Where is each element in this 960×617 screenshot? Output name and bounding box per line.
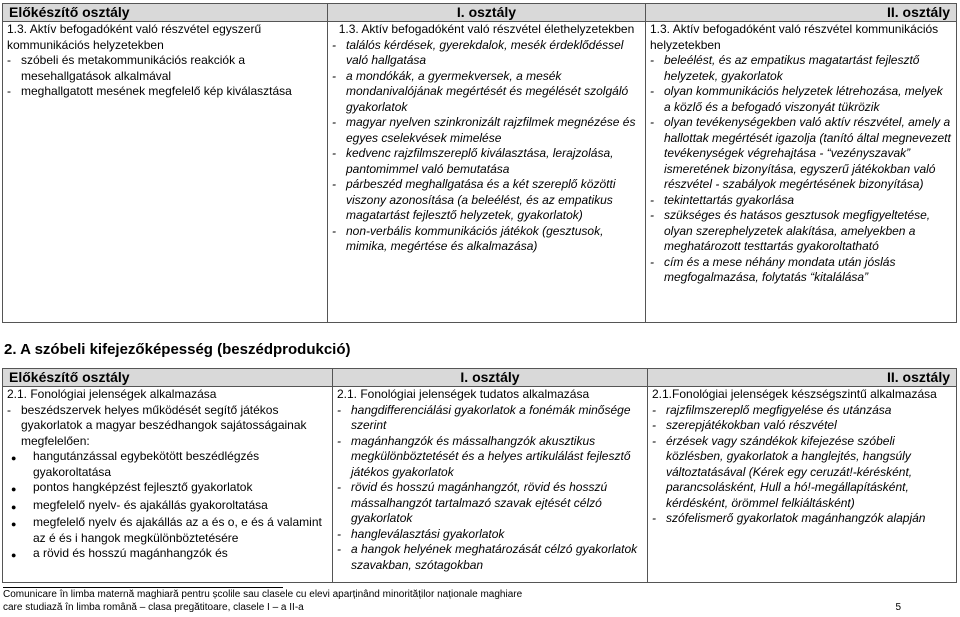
header-grade-2: II. osztály xyxy=(646,4,957,22)
header-grade-1: I. osztály xyxy=(328,4,646,22)
cell-title: 1.3. Aktív befogadóként való részvétel egyszerű kommunikációs helyzetekben xyxy=(7,22,262,52)
list-item: - magyar nyelven szinkronizált rajzfilmek megnézése és egyes cselekvések mimelése xyxy=(332,115,636,145)
list-item: - találós kérdések, gyerekdalok, mesék érdeklődéssel való hallgatása xyxy=(332,37,624,67)
table-2-content-row xyxy=(3,387,957,583)
list-item: - szükséges és hatásos gesztusok megfigyeltetése, olyan szerephelyzetek alakítása, amelyekben a meghatározott testtartás gyakoroltatható xyxy=(650,208,931,253)
header-preparatory: Előkészítő osztály xyxy=(3,4,328,22)
list-item: - meghallgatott mesének megfelelő kép kiválasztása xyxy=(7,84,292,98)
list-item: - beleélést, és az empatikus magatartást fejlesztő helyzetek, gyakorlatok xyxy=(650,53,920,83)
cell-title: 2.1.Fonológiai jelenségek készségszintű alkalmazása xyxy=(652,387,937,401)
table-2-header-row xyxy=(3,369,957,387)
curriculum-table-2 xyxy=(2,368,957,583)
cell-title: 1.3. Aktív befogadóként való részvétel élethelyzetekben xyxy=(338,22,635,36)
page-number: 5 xyxy=(895,602,901,613)
bullet-item: ● pontos hangképzést fejlesztő gyakorlatok xyxy=(11,480,253,494)
list-item: - érzések vagy szándékok kifejezése szóbeli közlésben, gyakorlatok a hanglejtés, hangsúly változtatásával (Kérek egy ceruzát!-kérésként, parancsolásként, Hull a hó!-megállapításként, kérdésként, örömmel felkiáltásként) xyxy=(652,433,913,510)
table-1-content-row xyxy=(3,22,957,323)
list-item: - non-verbális kommunikációs játékok (gesztusok, mimika, megértése és alkalmazása) xyxy=(332,223,604,253)
table-1-col-grade-1 xyxy=(328,22,646,323)
table-2-col-grade-1 xyxy=(333,387,648,583)
table-1-col-grade-2 xyxy=(646,22,957,323)
cell-title: 2.1. Fonológiai jelenségek tudatos alkalmazása xyxy=(337,387,590,401)
list-item: - cím és a mese néhány mondata után jóslás megfogalmazása, folytatás “kitalálása” xyxy=(650,254,896,284)
header-grade-1: I. osztály xyxy=(333,369,648,387)
list-item: - magánhangzók és mássalhangzók akusztikus megkülönböztetését és a helyes artikulálást fejlesztő játékos gyakorlatok xyxy=(337,433,631,479)
list-item: - párbeszéd meghallgatása és a két szereplő közötti viszony azonosítása (a beleélést, és az empatikus magatartást fejlesztő helyzetek, gyakorlatok) xyxy=(332,177,616,222)
cell-title: 1.3. Aktív befogadóként való részvétel kommunikációs helyzetekben xyxy=(650,22,939,52)
list-item: - beszédszervek helyes működését segítő játékos gyakorlatok a magyar beszédhangok sajátosságainak megfelelően: xyxy=(7,402,307,448)
table-1-header-row xyxy=(3,4,957,22)
list-item: - a hangok helyének meghatározását célzó gyakorlatok szavakban, szótagokban xyxy=(337,542,638,572)
list-item: - szófelismerő gyakorlatok magánhangzók alapján xyxy=(652,511,926,525)
table-2-col-preparatory xyxy=(3,387,333,583)
list-item: - szerepjátékokban való részvétel xyxy=(652,418,837,432)
list-item: - tekintettartás gyakorlása xyxy=(650,192,795,207)
section-title: 2. A szóbeli kifejezőképesség (beszédprodukció) xyxy=(4,341,351,358)
header-grade-2: II. osztály xyxy=(648,369,957,387)
list-item: - hangleválasztási gyakorlatok xyxy=(337,526,505,541)
list-item: - hangdifferenciálási gyakorlatok a fonémák minősége szerint xyxy=(337,402,631,432)
list-item: - olyan kommunikációs helyzetek létrehozása, melyek a közlő és a befogadó viszonyát tükrözik xyxy=(650,84,943,114)
list-item: - a mondókák, a gyermekversek, a mesék mondanivalójának megértését és megélését szolgáló gyakorlatok xyxy=(332,68,629,114)
bullet-item: ● hangutánzással egybekötött beszédlégzés gyakoroltatása xyxy=(11,449,260,479)
footer-line-2: care studiază în limba română – clasa pregătitoare, clasele I – a II-a xyxy=(3,601,304,613)
list-item: - szóbeli és metakommunikációs reakciók a mesehallgatások alkalmával xyxy=(7,53,246,83)
bullet-item: ● megfelelő nyelv és ajakállás az a és o, e és á valamint az é és i hangok megkülönböztetésére xyxy=(11,515,322,545)
list-item: - olyan tevékenységekben való aktív részvétel, amely a hallottak megértését igazolja (tanító által megnevezett tevékenységek végrehajtása - “vezényszavak” ismeretének bizonyítása, egyszerű játékokban való részvétel - szabályok megértésének bizonyítása) xyxy=(650,115,951,191)
list-item: - kedvenc rajzfilmszereplő kiválasztása, lerajzolása, pantomimmel való bemutatása xyxy=(332,146,614,176)
bullet-item: ● a rövid és hosszú magánhangzók és xyxy=(11,546,228,560)
cell-title: 2.1. Fonológiai jelenségek alkalmazása xyxy=(7,387,217,401)
table-2-col-grade-2 xyxy=(648,387,957,583)
footer-line-1: Comunicare în limba maternă maghiară pentru școlile sau clasele cu elevi aparținând minorităților naționale maghiare xyxy=(3,589,523,600)
header-preparatory: Előkészítő osztály xyxy=(3,369,333,387)
list-item: - rövid és hosszú magánhangzót, rövid és hosszú mássalhangzót tartalmazó szavak ejtését célzó gyakorlatok xyxy=(337,480,608,525)
list-item: - rajzfilmszereplő megfigyelése és utánzása xyxy=(652,402,892,417)
page-footer xyxy=(3,589,953,614)
curriculum-table-1 xyxy=(2,3,957,323)
table-1-col-preparatory xyxy=(3,22,328,323)
footer-divider xyxy=(3,587,283,588)
bullet-item: ● megfelelő nyelv- és ajakállás gyakoroltatása xyxy=(11,497,268,512)
